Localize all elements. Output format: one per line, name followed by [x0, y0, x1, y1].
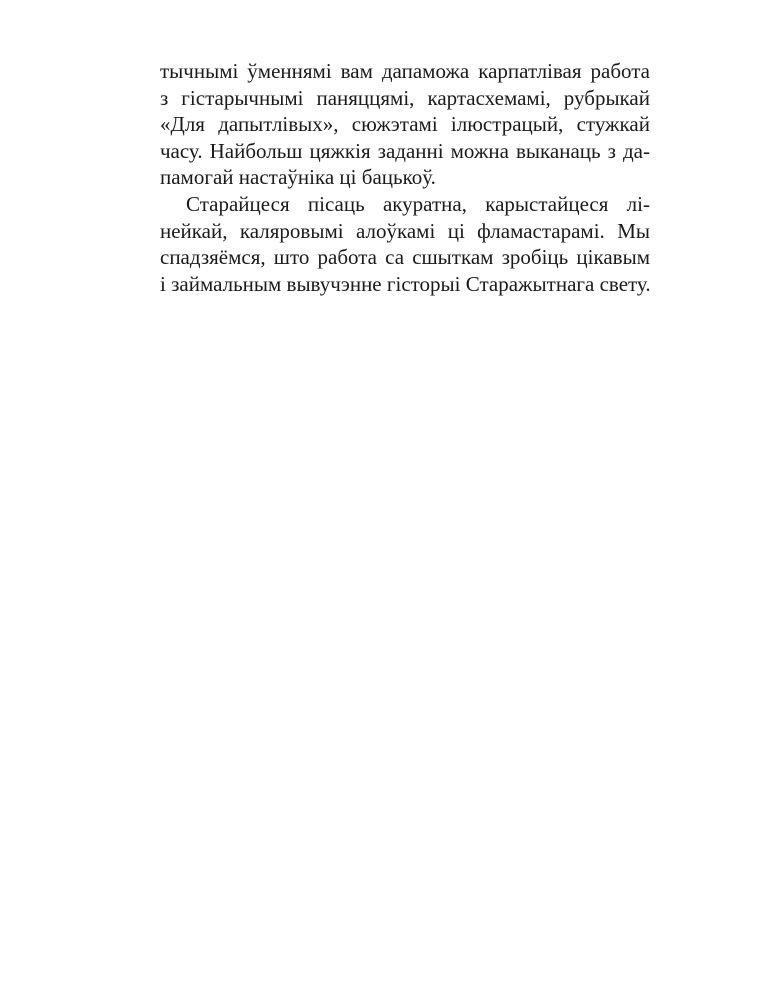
text-line: і займальным вывучэнне гісторыі Старажытнага свету.	[160, 271, 651, 296]
body-text	[160, 58, 650, 297]
text-line: спадзяёмся, што работа са сшыткам зробіць цікавым	[160, 245, 650, 270]
paragraph-1	[160, 58, 650, 191]
text-line: нейкай, каляровымі алоўкамі ці фламастарамі. Мы	[160, 218, 650, 243]
text-line: з гістарычнымі паняццямі, картасхемамі, рубрыкай	[160, 85, 650, 110]
text-line: памогай настаўніка ці бацькоў.	[160, 165, 436, 190]
paragraph-2	[160, 191, 650, 297]
text-line: «Для дапытлівых», сюжэтамі ілюстрацый, стужкай	[160, 112, 650, 137]
text-line: Старайцеся пісаць акуратна, карыстайцеся лі-	[186, 191, 650, 216]
text-line: часу. Найбольш цяжкія заданні можна выканаць з да-	[160, 138, 650, 163]
text-line: тычнымі ўменнямі вам дапаможа карпатлівая работа	[160, 59, 650, 83]
